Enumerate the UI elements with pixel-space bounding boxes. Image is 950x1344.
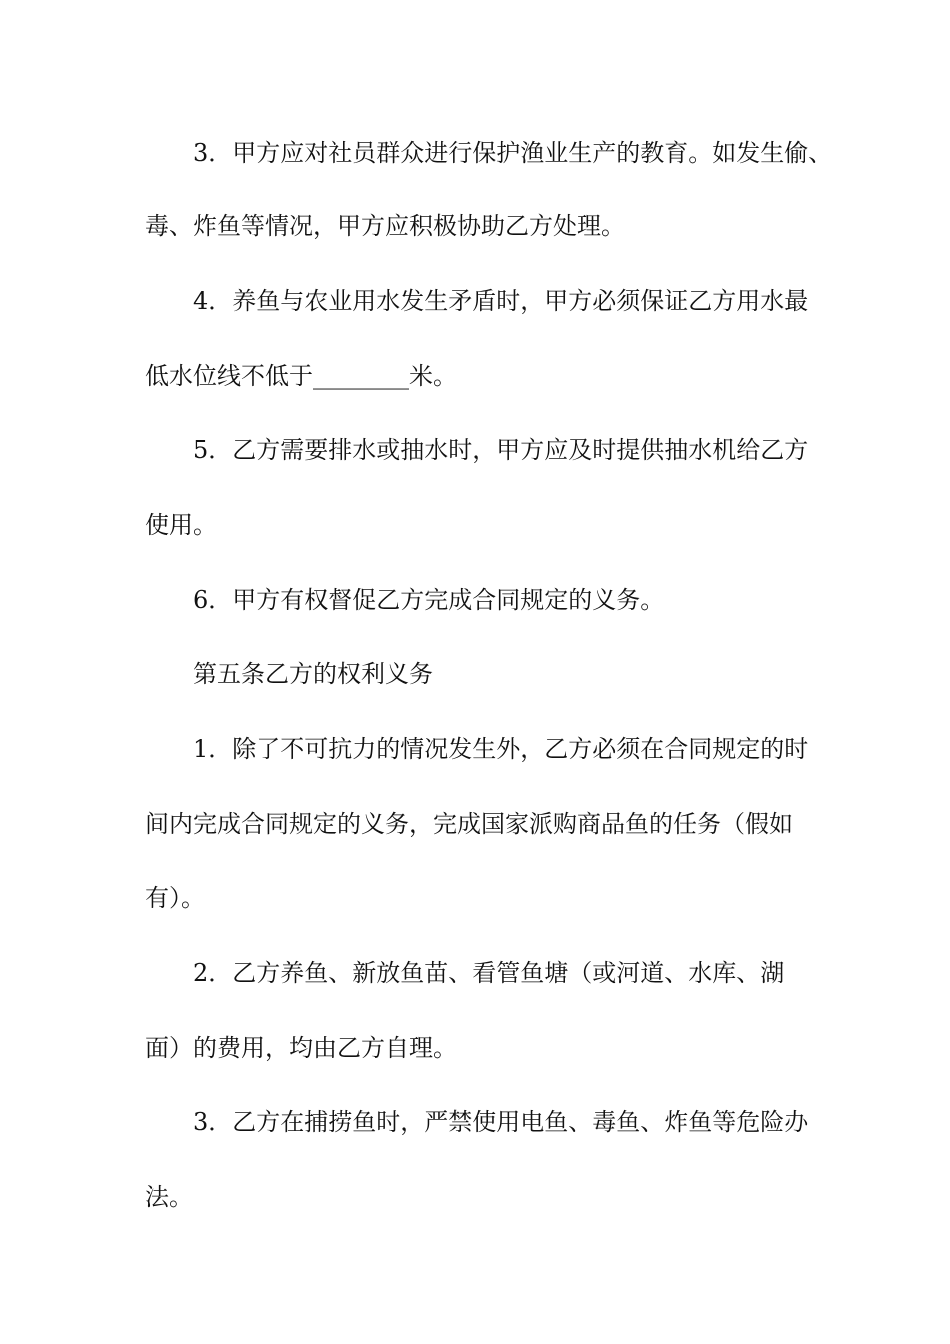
paragraph-line: 毒、炸鱼等情况，甲方应积极协助乙方处理。 <box>145 212 625 240</box>
paragraph-line: 3．甲方应对社员群众进行保护渔业生产的教育。如发生偷、 <box>193 139 833 167</box>
section-heading: 第五条乙方的权利义务 <box>193 660 433 688</box>
paragraph-line: 法。 <box>145 1183 193 1211</box>
paragraph-line: 低水位线不低于________米。 <box>145 362 457 390</box>
paragraph-line: 使用。 <box>145 511 217 539</box>
paragraph-line: 4．养鱼与农业用水发生矛盾时，甲方必须保证乙方用水最 <box>193 287 809 315</box>
paragraph-line: 3．乙方在捕捞鱼时，严禁使用电鱼、毒鱼、炸鱼等危险办 <box>193 1108 809 1136</box>
paragraph-line: 面）的费用，均由乙方自理。 <box>145 1034 457 1062</box>
paragraph-line: 5．乙方需要排水或抽水时，甲方应及时提供抽水机给乙方 <box>193 436 809 464</box>
paragraph-line: 6．甲方有权督促乙方完成合同规定的义务。 <box>193 586 665 614</box>
paragraph-line: 2．乙方养鱼、新放鱼苗、看管鱼塘（或河道、水库、湖 <box>193 959 785 987</box>
paragraph-line: 间内完成合同规定的义务，完成国家派购商品鱼的任务（假如 <box>145 810 793 838</box>
paragraph-line: 1．除了不可抗力的情况发生外，乙方必须在合同规定的时 <box>193 735 809 763</box>
paragraph-line: 有）。 <box>145 884 205 912</box>
